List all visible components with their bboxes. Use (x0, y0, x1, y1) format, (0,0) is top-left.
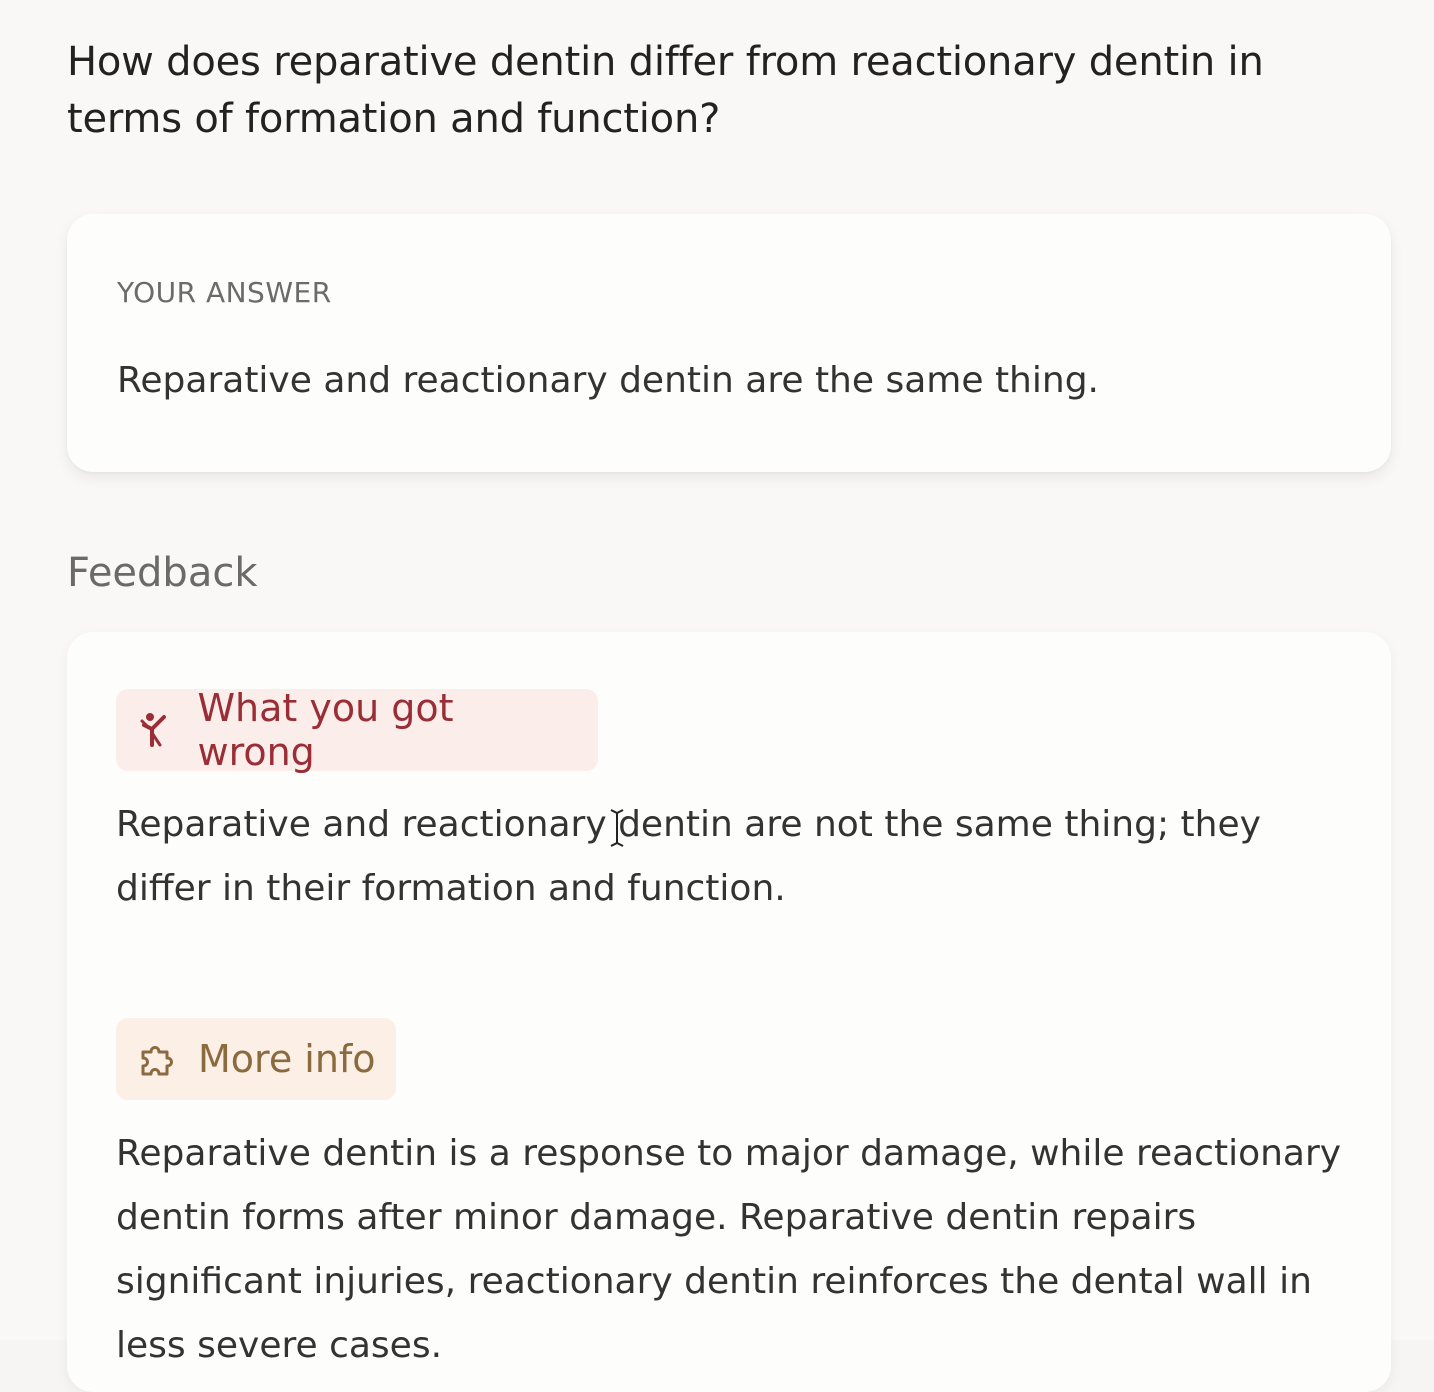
more-info-tag (116, 1018, 396, 1100)
what-you-got-wrong-label: What you got wrong (197, 686, 454, 774)
your-answer-label: YOUR ANSWER (117, 276, 332, 309)
stick-figure-icon (136, 710, 175, 750)
what-you-got-wrong-text: Reparative and reactionary dentin are not the same thing; they differ in their formation and function. (116, 804, 1261, 909)
puzzle-icon (136, 1039, 176, 1079)
question-title: How does reparative dentin differ from reactionary dentin in terms of formation and function? (67, 39, 1264, 142)
what-you-got-wrong-tag (116, 686, 598, 774)
your-answer-text: Reparative and reactionary dentin are the same thing. (117, 360, 1099, 401)
your-answer-card (67, 214, 1391, 472)
feedback-heading: Feedback (67, 550, 258, 596)
more-info-text: Reparative dentin is a response to major damage, while reactionary dentin forms after minor damage. Reparative dentin repairs significant injuries, reactionary dentin reinforces the dental wall in less severe cases. (116, 1133, 1342, 1366)
feedback-card (67, 632, 1391, 1392)
more-info-label: More info (198, 1037, 376, 1081)
